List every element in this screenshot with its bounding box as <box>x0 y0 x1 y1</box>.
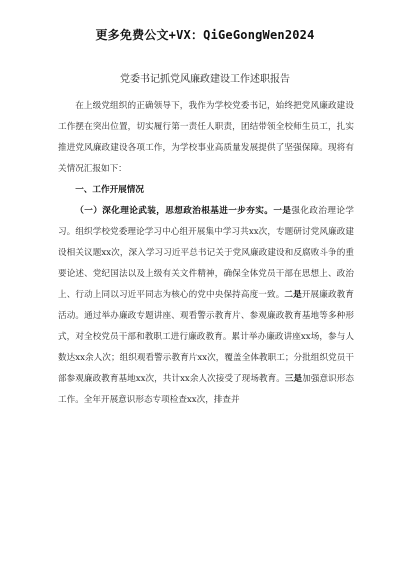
point-text-2: 开展廉政教育活动。通过举办廉政专题讲座、观看警示教育片、参观廉政教育基地等多种形式，对全校党员干部和教职工进行廉政教育。累计举办廉政讲座xx场，参与人数达xx余人次；组织观看警示教育片xx次，覆盖全体教职工；分批组织党员干部参观廉政教育基地xx次，共计xx余人次接受了现场教育。 <box>58 290 354 384</box>
section-paragraph <box>58 201 354 411</box>
point-text-1: 强化政治理论学习。组织学校党委理论学习中心组开展集中学习共xx次，专题研讨党风廉政建设相关议题xx次，深入学习习近平总书记关于党风廉政建设和反腐败斗争的重要论述、党纪国法以及上级有关文件精神，确保全体党员干部在思想上、政治上、行动上同以习近平同志为核心的党中央保持高度一致。 <box>58 206 354 300</box>
promo-banner: 更多免费公文+VX：QiGeGongWen2024 <box>95 28 315 42</box>
subsection-lead: （一）深化理论武装，思想政治根基进一步夯实。 <box>75 206 274 216</box>
document-body <box>58 96 354 411</box>
document-title: 党委书记抓党风廉政建设工作述职报告 <box>120 74 290 85</box>
section-heading: 一、工作开展情况 <box>75 185 144 195</box>
point-marker-2: 二是 <box>284 290 302 300</box>
intro-paragraph: 在上级党组织的正确领导下，我作为学校党委书记，始终把党风廉政建设工作摆在突出位置，切实履行第一责任人职责，团结带领全校师生员工，扎实推进党风廉政建设各项工作，为学校事业高质量发展提供了坚强保障。现将有关情况汇报如下： <box>58 101 354 174</box>
point-text-3: 加强意识形态工作。全年开展意识形态专项检查xx次，排查并 <box>58 374 354 405</box>
point-marker-1: 一是 <box>273 206 292 216</box>
point-marker-3: 三是 <box>284 374 303 384</box>
